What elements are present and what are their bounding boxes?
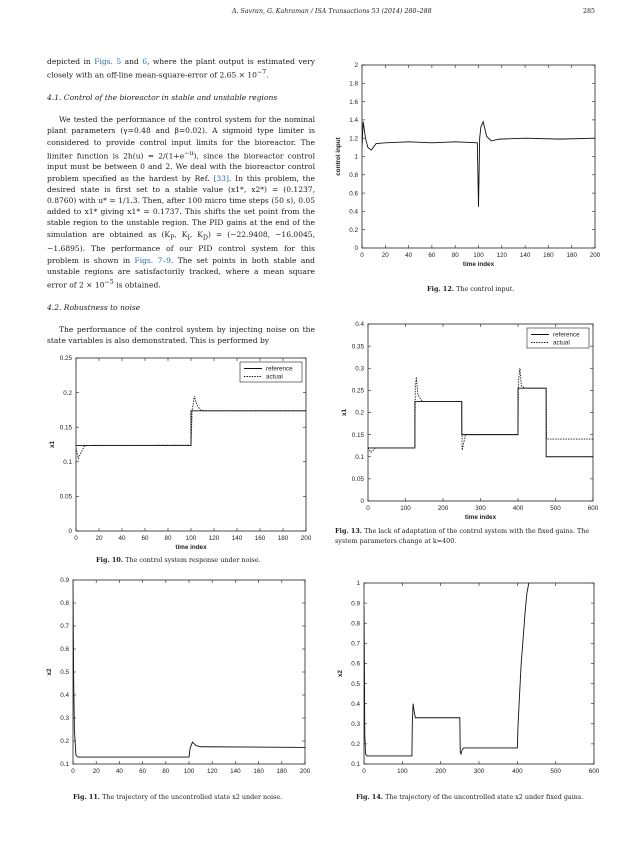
fig11-ytick-label: 0.6 (60, 646, 69, 654)
fig14-ytick-label: 0.1 (351, 761, 360, 769)
fig10-xtick-label: 80 (164, 535, 172, 542)
fig12-ytick-label: 0.4 (349, 208, 358, 216)
fig10-xtick-label: 120 (208, 535, 220, 542)
fig12-xlabel: time index (462, 261, 495, 268)
fig12-xtick-label: 60 (428, 252, 436, 259)
fig12-ylabel: control input (335, 137, 342, 176)
fig11-ytick-label: 0.7 (60, 623, 69, 631)
intro-paragraph: depicted in Figs. 5 and 6, where the plant output is estimated very closely with an off-line mean-square-error of $2.65 \times 10^{-7}$. (47, 57, 315, 80)
journal-citation: A. Savran, G. Kahraman / ISA Transactions 53 (2014) 280–288 (232, 8, 432, 15)
fig12-ytick-label: 0.6 (349, 190, 358, 198)
section-4-1-heading: 4.1. Control of the bioreactor in stable and unstable regions (47, 92, 278, 102)
fig14-ytick-label: 0.4 (351, 700, 360, 708)
ref-33-link[interactable]: [33] (213, 173, 229, 183)
fig10-caption: Fig. 10. The control system response under noise. (96, 556, 261, 564)
section-4-2-heading: 4.2. Robustness to noise (47, 302, 141, 312)
fig13-ytick-label: 0.05 (351, 476, 364, 484)
fig13-caption: Fig. 13. The lack of adaptation of the control system with the fixed gains. The system parameters change at k=400. (335, 527, 590, 545)
fig10-ytick-label: 0 (68, 528, 72, 536)
fig13-xtick-label: 100 (400, 505, 411, 512)
fig14-ytick-label: 0.7 (351, 640, 360, 648)
fig10-xtick-label: 20 (95, 535, 103, 542)
fig14-ytick-label: 0.8 (351, 620, 360, 628)
fig13-ytick-label: 0.25 (351, 387, 364, 395)
fig14-xtick-label: 600 (588, 768, 600, 775)
section-4-1-paragraph: We tested the performance of the control system for the nominal plant parameters (γ=0.48 and β=0.02). A sigmoid type limiter is considered to provide control input limits for the bioreactor. The limiter function is $2h(u) = 2/(1+e^{-u})$, since the bioreactor control input must be between 0 and 2. We deal with the bioreactor control problem specified as the hardest by Ref. [33]. In this problem, the desired state is first set to a stable value (x1*, x2*) = (0.1237, 0.8760) with u* = 1/1.3. Then, after 100 micro time steps (50 s), 0.05 added to x1* giving x1* = 0.1737. This shifts the set point from the stable region to the unstable region. The PID gains at the end of the simulation are obtained as ($K_P$, $K_I$, $K_D) = (-22.9408$, −16.0045, −1.6895). The performance of our PID control system for this problem is shown in Figs. 7–9. The set points in both stable and unstable regions are satisfactorily tracked, where a mean square error of $2 \times 10^{-5}$ is obtained. (47, 115, 316, 290)
fig14-xtick-label: 300 (473, 768, 485, 775)
fig10-xtick-label: 40 (118, 535, 126, 542)
fig12-ytick-label: 0.8 (349, 172, 358, 179)
fig12-xtick-label: 40 (405, 252, 413, 259)
fig10-xtick-label: 100 (185, 535, 197, 542)
fig10-ytick-label: 0.05 (59, 493, 72, 501)
fig10-xtick-label: 60 (141, 535, 149, 542)
fig12-xtick-label: 200 (589, 252, 601, 259)
fig11-ytick-label: 0.1 (60, 761, 69, 769)
fig12-ytick-label: 1.2 (349, 135, 358, 143)
fig10-xlabel: time index (175, 544, 207, 551)
page-number: 285 (583, 8, 596, 15)
fig5-link[interactable]: Figs. 5 (94, 57, 122, 66)
fig11-ylabel: x2 (46, 668, 53, 676)
fig12-xtick-label: 120 (496, 252, 508, 259)
fig10-ytick-label: 0.25 (59, 355, 72, 363)
fig12-xtick-label: 160 (543, 252, 554, 259)
fig13-ytick-label: 0.4 (355, 321, 364, 329)
fig14-ytick-label: 0.5 (351, 680, 360, 688)
fig14-xtick-label: 100 (397, 768, 408, 775)
fig13-ytick-label: 0.2 (355, 409, 364, 417)
fig11-xtick-label: 180 (276, 768, 288, 775)
fig13-legend-label-reference: reference (553, 331, 580, 339)
fig13-ytick-label: 0.35 (351, 343, 364, 351)
fig13-xtick-label: 300 (475, 505, 486, 512)
fig11-xtick-label: 100 (183, 768, 195, 775)
section-4-2-paragraph: The performance of the control system by injecting noise on the state variables is also demonstrated. This is performed by (47, 324, 315, 346)
fig10-ytick-label: 0.2 (63, 389, 72, 397)
fig11-ytick-label: 0.9 (60, 577, 69, 585)
fig10-legend-label-reference: reference (266, 365, 293, 373)
fig12-ytick-label: 0 (354, 245, 358, 253)
fig12-xtick-label: 180 (566, 252, 577, 259)
fig14-ytick-label: 1 (356, 580, 360, 588)
fig12-ytick-label: 2 (354, 62, 358, 70)
fig11-xtick-label: 160 (253, 768, 264, 775)
fig11-caption: Fig. 11. The trajectory of the uncontrolled state x2 under noise. (73, 793, 283, 801)
fig13-xlabel: time index (464, 514, 497, 521)
fig12-ytick-label: 1.6 (349, 98, 358, 106)
fig13-ytick-label: 0 (360, 498, 364, 506)
fig12-ytick-label: 0.2 (349, 226, 358, 234)
fig11-ytick-label: 0.2 (60, 738, 69, 746)
fig13-ytick-label: 0.1 (355, 453, 364, 461)
fig11-ytick-label: 0.5 (60, 669, 69, 677)
fig14-ytick-label: 0.9 (351, 600, 360, 608)
fig11-xtick-label: 200 (299, 768, 311, 775)
fig10-ytick-label: 0.1 (63, 459, 72, 466)
fig14-xtick-label: 0 (362, 768, 366, 775)
fig12-xtick-label: 80 (451, 252, 459, 259)
fig11-xtick-label: 80 (162, 768, 170, 775)
fig14-xtick-label: 500 (550, 768, 561, 775)
fig14-ytick-label: 0.3 (351, 720, 360, 728)
fig10-xtick-label: 140 (231, 535, 243, 542)
fig14-xtick-label: 400 (512, 768, 523, 775)
fig11-xtick-label: 120 (206, 768, 218, 775)
fig11-xtick-label: 0 (71, 768, 75, 775)
fig12-xtick-label: 100 (473, 252, 484, 259)
fig10-ytick-label: 0.15 (59, 424, 72, 432)
fig14-xtick-label: 200 (435, 768, 446, 775)
fig10-ylabel: x1 (49, 440, 56, 449)
fig12-xtick-label: 0 (360, 252, 364, 259)
fig10-xtick-label: 160 (254, 535, 266, 542)
fig12-caption: Fig. 12. The control input. (427, 285, 515, 293)
fig13-xtick-label: 200 (437, 505, 449, 512)
fig6-link[interactable]: 6 (142, 57, 148, 66)
fig12-ytick-label: 1.8 (349, 80, 358, 88)
fig12-xtick-label: 140 (519, 252, 531, 259)
fig14-ytick-label: 0.6 (351, 660, 360, 668)
fig10-xtick-label: 0 (74, 535, 78, 542)
fig11-xtick-label: 40 (115, 768, 123, 775)
fig10-xtick-label: 200 (300, 535, 312, 542)
fig13-ytick-label: 0.3 (355, 365, 364, 373)
fig11-ytick-label: 0.8 (60, 600, 69, 608)
fig14-ytick-label: 0.2 (351, 741, 360, 749)
fig14-plot-frame (364, 583, 594, 764)
fig10-xtick-label: 180 (277, 535, 289, 542)
fig13-ytick-label: 0.15 (351, 431, 364, 439)
fig13-legend-label-actual: actual (553, 339, 570, 347)
fig13-xtick-label: 500 (550, 505, 561, 512)
fig12-xtick-label: 20 (381, 252, 389, 259)
fig14-ylabel: x2 (337, 669, 344, 678)
fig11-xtick-label: 20 (92, 768, 100, 775)
fig11-ytick-label: 0.4 (60, 692, 69, 700)
fig13-ylabel: x1 (341, 408, 348, 417)
fig10-legend-label-actual: actual (266, 373, 283, 381)
fig13-xtick-label: 0 (366, 505, 370, 512)
fig12-ytick-label: 1.4 (349, 117, 358, 125)
fig11-xtick-label: 60 (139, 768, 147, 775)
fig11-xtick-label: 140 (230, 768, 241, 775)
fig14-caption: Fig. 14. The trajectory of the uncontrolled state x2 under fixed gains. (356, 793, 584, 801)
figs-7-9-link[interactable]: Figs. 7–9 (134, 255, 171, 265)
fig12-ytick-label: 1 (354, 153, 358, 161)
fig13-xtick-label: 400 (512, 505, 524, 512)
fig13-xtick-label: 600 (587, 505, 599, 512)
fig11-ytick-label: 0.3 (60, 715, 69, 723)
